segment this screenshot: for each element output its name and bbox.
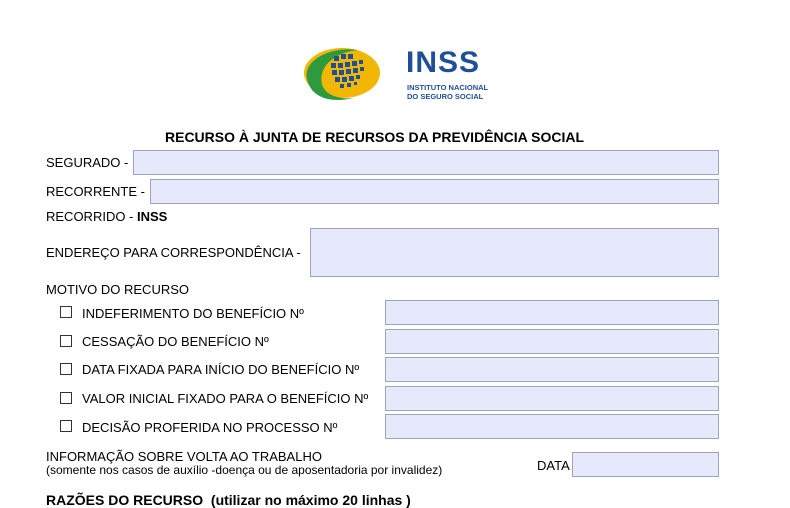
recorrente-field[interactable] — [150, 179, 719, 204]
valor-inicial-field[interactable] — [385, 386, 719, 411]
razoes-heading — [46, 492, 411, 508]
decisao-field[interactable] — [385, 414, 719, 439]
data-field[interactable] — [572, 452, 719, 477]
checkbox-cessacao[interactable] — [60, 335, 72, 347]
inss-emblem-icon — [298, 42, 390, 104]
checkbox-indeferimento[interactable] — [60, 306, 72, 318]
checkbox-data-fixada[interactable] — [60, 363, 72, 375]
endereco-label: ENDEREÇO PARA CORRESPONDÊNCIA - — [46, 245, 301, 260]
logo-title: INSS — [406, 46, 481, 79]
motivo-label-cessacao: CESSAÇÃO DO BENEFÍCIO Nº — [82, 334, 269, 349]
motivo-label-valor-inicial: VALOR INICIAL FIXADO PARA O BENEFÍCIO Nº — [82, 391, 369, 406]
inss-logo — [298, 42, 498, 104]
checkbox-valor-inicial[interactable] — [60, 392, 72, 404]
logo-subtitle-1: INSTITUTO NACIONAL — [407, 83, 489, 92]
razoes-label: RAZÕES DO RECURSO — [46, 492, 204, 508]
recorrido-label — [46, 209, 167, 224]
data-fixada-field[interactable] — [385, 357, 719, 382]
motivo-label-decisao: DECISÃO PROFERIDA NO PROCESSO Nº — [82, 420, 338, 435]
segurado-label: SEGURADO - — [46, 155, 129, 170]
motivo-label-data-fixada: DATA FIXADA PARA INÍCIO DO BENEFÍCIO Nº — [82, 362, 360, 377]
logo-subtitle-2: DO SEGURO SOCIAL — [407, 92, 484, 101]
form-title: RECURSO À JUNTA DE RECURSOS DA PREVIDÊNCIA SOCIAL — [165, 129, 585, 145]
motivo-label: MOTIVO DO RECURSO — [46, 282, 190, 297]
indeferimento-field[interactable] — [385, 300, 719, 325]
info-label: INFORMAÇÃO SOBRE VOLTA AO TRABALHO — [46, 449, 322, 464]
cessacao-field[interactable] — [385, 329, 719, 354]
endereco-field[interactable] — [310, 228, 719, 277]
motivo-label-indeferimento: INDEFERIMENTO DO BENEFÍCIO Nº — [82, 306, 304, 321]
recorrido-value: INSS — [137, 209, 168, 224]
razoes-note: (utilizar no máximo 20 linhas ) — [210, 492, 411, 508]
segurado-field[interactable] — [133, 150, 719, 175]
checkbox-decisao[interactable] — [60, 420, 72, 432]
data-label: DATA — [537, 458, 570, 473]
recorrente-label: RECORRENTE - — [46, 184, 145, 199]
recorrido-label-text: RECORRIDO - — [46, 209, 134, 224]
info-note: (somente nos casos de auxílio -doença ou de aposentadoria por invalidez) — [46, 463, 443, 477]
